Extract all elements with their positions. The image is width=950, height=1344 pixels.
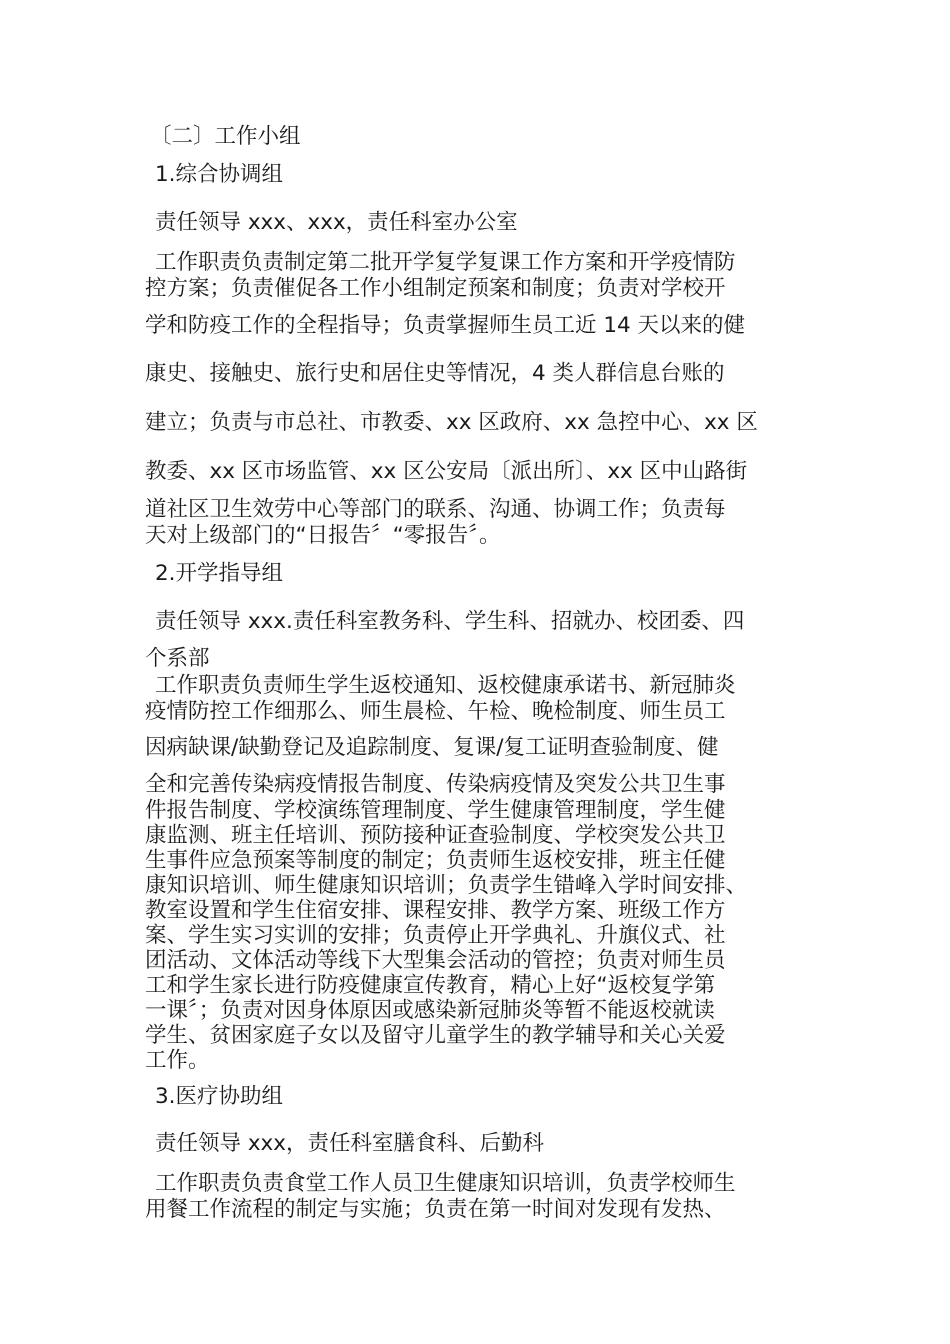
duty-line: 疫情防控工作细那么、师生晨检、午检、晚检制度、师生员工 [145, 699, 726, 724]
duty-line: 工作职责负责师生学生返校通知、返校健康承诺书、新冠肺炎 [155, 673, 736, 698]
section-heading: 〔二〕工作小组 [150, 124, 301, 149]
duty-line: 团活动、文体活动等线下大型集会活动的管控；负责对师生员 [145, 948, 726, 973]
duty-line: 学和防疫工作的全程指导；负责掌握师生员工近 14 天以来的健 [145, 313, 746, 338]
duty-line: 案、学生实习实训的安排；负责停止开学典礼、升旗仪式、社 [145, 923, 726, 948]
duty-line: 生事件应急预案等制度的制定；负责师生返校安排，班主任健 [145, 848, 726, 873]
group-leader: 责任领导 xxx，责任科室膳食科、后勤科 [155, 1131, 545, 1156]
duty-line: 用餐工作流程的制定与实施；负责在第一时间对发现有发热、 [145, 1197, 726, 1222]
duty-line: 教委、xx 区市场监管、xx 区公安局〔派出所〕、xx 区中山路街 [145, 459, 748, 484]
group-leader: 责任领导 xxx.责任科室教务科、学生科、招就办、校团委、四 [155, 609, 745, 634]
duty-line: 工作职责负责食堂工作人员卫生健康知识培训，负责学校师生 [155, 1171, 736, 1196]
duty-line: 建立；负责与市总社、市教委、xx 区政府、xx 急控中心、xx 区 [145, 410, 758, 435]
duty-line: 天对上级部门的“日报告〞“零报告〞。 [145, 523, 501, 548]
duty-line: 康监测、班主任培训、预防接种证查验制度、学校突发公共卫 [145, 823, 726, 848]
duty-line: 因病缺课/缺勤登记及追踪制度、复课/复工证明查验制度、健 [145, 735, 719, 760]
group-title: 1.综合协调组 [155, 162, 284, 187]
duty-line: 康史、接触史、旅行史和居住史等情况，4 类人群信息台账的 [145, 361, 725, 386]
group-leader: 责任领导 xxx、xxx，责任科室办公室 [155, 210, 518, 235]
duty-line: 全和完善传染病疫情报告制度、传染病疫情及突发公共卫生事 [145, 772, 726, 797]
duty-line: 学生、贫困家庭子女以及留守儿童学生的教学辅导和关心关爱 [145, 1023, 726, 1048]
duty-line: 教室设置和学生住宿安排、课程安排、教学方案、班级工作方 [145, 898, 726, 923]
duty-line: 一课〞；负责对因身体原因或感染新冠肺炎等暂不能返校就读 [145, 998, 715, 1023]
group-title: 3.医疗协助组 [155, 1084, 284, 1109]
duty-line: 工和学生家长进行防疫健康宣传教育，精心上好“返校复学第 [145, 973, 716, 998]
duty-line: 工作职责负责制定第二批开学复学复课工作方案和开学疫情防 [155, 250, 736, 275]
duty-line: 控方案；负责催促各工作小组制定预案和制度；负责对学校开 [145, 276, 726, 301]
duty-line: 康知识培训、师生健康知识培训；负责学生错峰入学时间安排、 [145, 873, 748, 898]
duty-line: 工作。 [145, 1048, 210, 1073]
duty-line: 件报告制度、学校演练管理制度、学生健康管理制度，学生健 [145, 798, 726, 823]
group-title: 2.开学指导组 [155, 561, 284, 586]
group-leader: 个系部 [145, 646, 210, 671]
duty-line: 道社区卫生效劳中心等部门的联系、沟通、协调工作；负责每 [145, 497, 726, 522]
